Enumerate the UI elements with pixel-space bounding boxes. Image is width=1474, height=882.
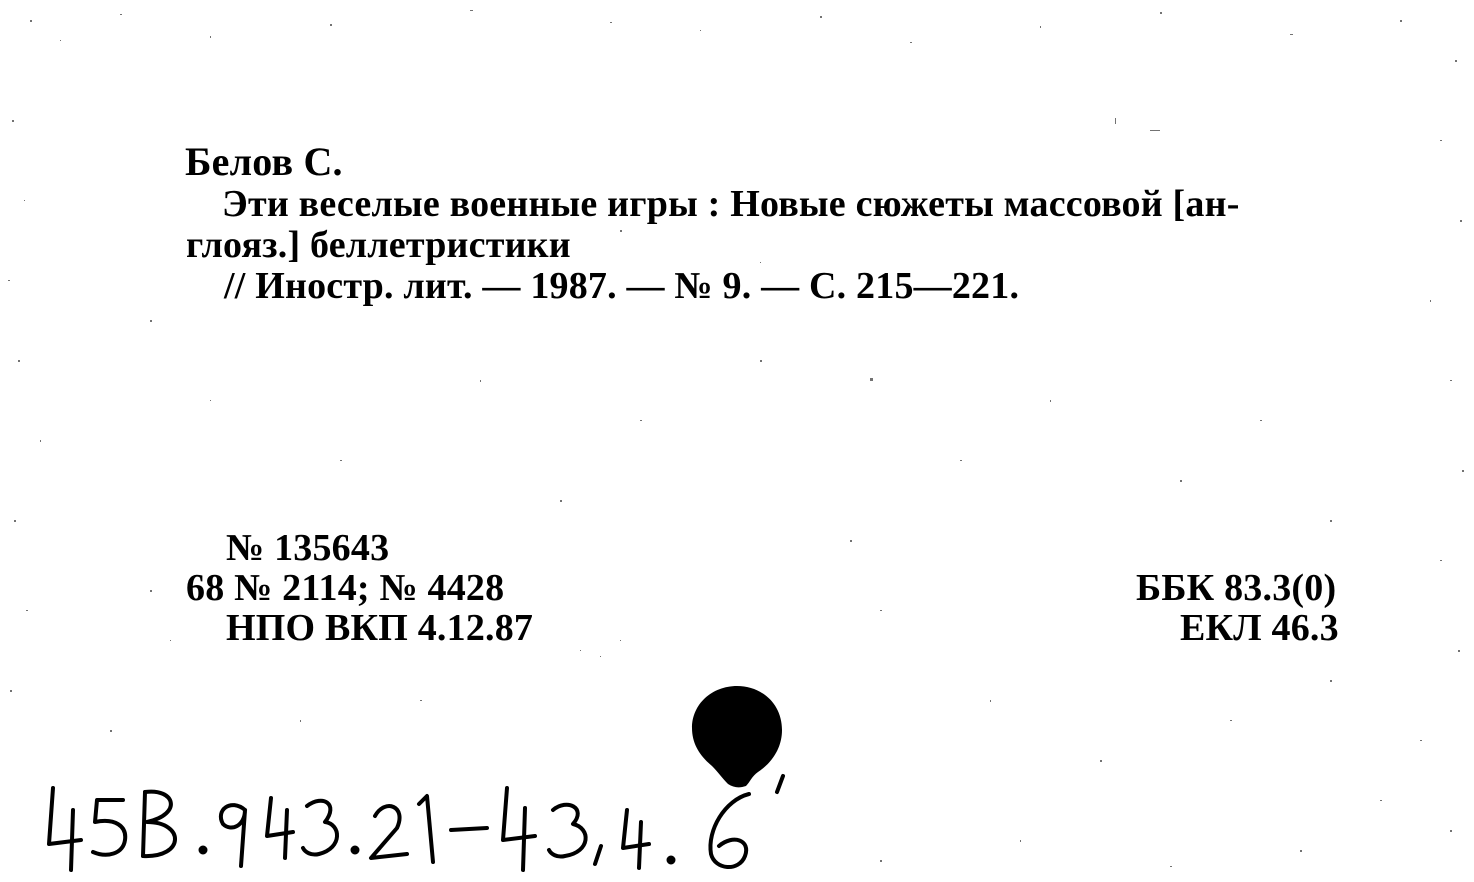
- handwritten-shelfmark-icon: [35, 770, 795, 880]
- org-line: НПО ВКП 4.12.87: [226, 607, 534, 649]
- record-number: № 135643: [226, 527, 390, 569]
- title-line-2: глояз.] беллетристики: [186, 224, 571, 266]
- author-heading: Белов С.: [185, 139, 343, 184]
- ekl-code: ЕКЛ 46.3: [1180, 607, 1339, 649]
- index-line: 68 № 2114; № 4428: [186, 567, 505, 609]
- source-line: // Иностр. лит. — 1987. — № 9. — С. 215—221.: [224, 265, 1020, 307]
- bbk-code: ББК 83.3(0): [1136, 567, 1337, 609]
- title-line-1: Эти веселые военные игры : Новые сюжеты массовой [ан-: [222, 183, 1240, 225]
